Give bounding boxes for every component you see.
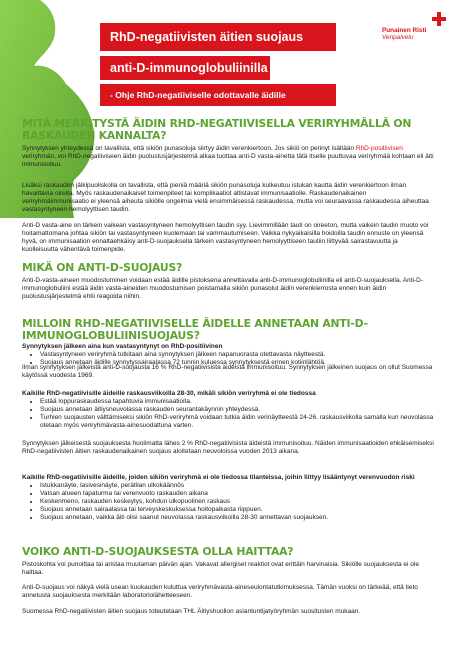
- paragraph: Ilman synnytyksen jälkeistä anti-D-suojausta 16 % RhD-negatiivisista äideistä immunisoituu. Synnytyksen jälkeinen suojaus on ollut Suomessa käytössä vuodesta 1969.: [22, 364, 433, 379]
- list-item: • Turhien suojausten välttämiseksi sikiön RhD-veriryhmä voidaan tutkia äidin verinäytteestä 24-26. raskausviikolla samalla kun neuvolassa otetaan myös veriryhmävasta-ainesuodattuna varten.: [40, 414, 434, 430]
- section-4: [22, 546, 434, 577]
- list-item: • Keskenmeno, raskauden keskeytys, kohdun ulkopuolinen raskaus: [40, 498, 434, 506]
- section-3: [22, 318, 434, 367]
- paragraph: Lisäksi raskauden jälkipuoliskolla on tavallista, että pieniä määriä sikiön punasoluja kulkeutuu istukan kautta äidin verenkiertoon ilman havaittavia oireita. Myös raskaudenaikaiset toimenpiteet tai komplikaatiot altistavat immunisaatiolle. Raskaudenaikainen veriryhmäimmunisaatio ei yleensä aiheuta sikiölle ongelmia vielä ensimmäisessä raskaudessa, mutta voi seuraavassa raskaudessa aiheuttaa vastasyntyneen hemolyyttisen taudin.: [22, 182, 429, 213]
- subsection: [22, 474, 434, 522]
- title-line1: RhD-negatiivisten äitien suojaus: [100, 23, 336, 51]
- section-1: [22, 118, 434, 169]
- bullet-list: [22, 482, 434, 522]
- list-item: • Suojaus annetaan sairaalassa tai terveyskeskuksessa hoitopaikasta riippuen.: [40, 506, 434, 514]
- list-item: • Suojaus annetaan, vaikka äiti olisi saanut neuvolassa raskausviikoilla 28-30 annettavan suojauksen.: [40, 514, 434, 522]
- paragraph: Anti-D vasta-aine on tärkein vaikean vastasyntyneen hemolyyttisen taudin syy. Lievimmillään tauti on oireeton, mutta vaikein taudin muoto voi hoitamattomana johtaa sikiön tai vastasyntyneen kuolemaan tai vammautumiseen. Vaikka nykyaikaisilla hoidoilla taudin ennuste on yleensä hyvä, on immunisaation ennaltaehkäisy anti-D-suojauksella tärkein vastasyntyneen hemolyyttiseen tautiin liittyvää sairastavuutta ja kuolleisuutta vähentävä toimenpide.: [22, 222, 429, 253]
- title-line2: anti-D-immunoglobuliinilla: [100, 56, 270, 80]
- paragraph: Pistoskohta voi punoittaa tai aristaa muutaman päivän ajan. Vakavat allergiset reaktiot ovat erittäin harvinaisia. Sikiölle suojauksesta ei ole haittaa.: [22, 560, 419, 576]
- bullet-list: [22, 398, 434, 430]
- subheading: Kaikille RhD-negatiivisille äideille raskausviikoilla 28-30, mikäli sikiön veriryhmä ei ole tiedossa: [22, 390, 316, 397]
- paragraph: Synnytyksen yhteydessä on tavallista, että sikiön punasoluja siirtyy äidin verenkiertoon. Jos sikiö on perinyt isältään RhD-positiivisen veriryhmän, voi RhD-negatiiviseen äidin puolustusjärjestelmä alkaa tuottaa anti-D vasta-ainetta tätä itselle puuttuvaa veriryhmää kohtaan eli äiti immunisoituu.: [22, 145, 434, 168]
- section-heading: MILLOIN RHD-NEGATIIVISELLE ÄIDELLE ANNETAAN ANTI-D-IMMUNOGLOBULIINISUOJAUS?: [22, 317, 368, 342]
- list-item: • Istukkanäyte, lasivesinäyte, perätilan ulkokäännös: [40, 482, 434, 490]
- section-heading: MITÄ MERKITYSTÄ ÄIDIN RHD-NEGATIIVISELLA VERIRYHMÄLLÄ ON RASKAUDEN KANNALTA?: [22, 117, 412, 142]
- red-cross-logo: [382, 12, 450, 40]
- logo-line1: Punainen Risti: [382, 27, 427, 34]
- section-2: [22, 262, 434, 301]
- subsection: [22, 390, 434, 430]
- paragraph: Anti-D-vasta-aineen muodostuminen voidaan estää äidille pistoksena annettavalla anti-D-immunoglobuliinilla eli anti-D-suojauksella. Anti-D-immunoglobuliini estää äidin vasta-aineiden muodostumisen poistamalla sikiön punasolut äidin verenkierrosta ennen kuin äidin puolustusjärjestelmä ehtii reagoida niihin.: [22, 276, 424, 300]
- red-cross-icon: [432, 12, 446, 26]
- list-item: • Suojaus annetaan äidille synnytyssairaalassa 72 tunnin kuluessa synnytyksestä ennen kotiinlähtöä.: [40, 359, 434, 367]
- list-item: • Suojaus annetaan äitiysneuvolassa raskauden seurantakäynnin yhteydessä.: [40, 406, 434, 414]
- subheading: Synnytyksen jälkeen aina kun vastasyntynyt on RhD-positiivinen: [22, 343, 223, 350]
- list-item: • Vastasyntyneen veriryhmä tutkitaan aina synnytyksen jälkeen napanuorasta otettavasta näytteestä.: [40, 351, 434, 359]
- paragraph: Synnytyksen jälkeisestä suojauksesta huolimatta lähes 2 % RhD-negatiivisista äideistä immunisoituu. Näiden immunisaatioiden ehkäisemiseksi RhD-negatiivisten äitien raskaudenaikainen suojaus aloitetaan neuvoloissa vuoden 2013 aikana.: [22, 440, 434, 455]
- list-item: • Vatsan alueen tapaturma tai verenvuoto raskauden aikana: [40, 490, 434, 498]
- subtitle: - Ohje RhD-negatiiviselle odottavalle äidille: [100, 84, 336, 106]
- list-item: • Estää loppuraskaudessa tapahtuvia immunisaatioita.: [40, 398, 434, 406]
- paragraph: Anti-D-suojaus voi näkyä vielä usean kuukauden kuluttua veriryhmävasta-aineseulontatutkimuksessa. Tämän vuoksi on tärkeää, että tieto annetusta suojauksesta merkitään laboratoriolähetteeseen.: [22, 584, 418, 599]
- section-heading: MIKÄ ON ANTI-D-SUOJAUS?: [22, 261, 183, 274]
- section-heading: VOIKO ANTI-D-SUOJAUKSESTA OLLA HAITTAA?: [22, 545, 294, 558]
- subheading: Kaikille RhD-negatiivisille äideille, joiden sikiön veriryhmä ei ole tiedossa tilanteissa, joihin liittyy lisääntynyt verenvuodon riski: [22, 474, 415, 481]
- logo-line2: Veripalvelu: [382, 34, 414, 41]
- paragraph: Suomessa RhD-negatiivisten äitien suojaus toteutetaan THL Äitiyshuollon asiantuntijatyöryhmän suositusten mukaan.: [22, 608, 361, 615]
